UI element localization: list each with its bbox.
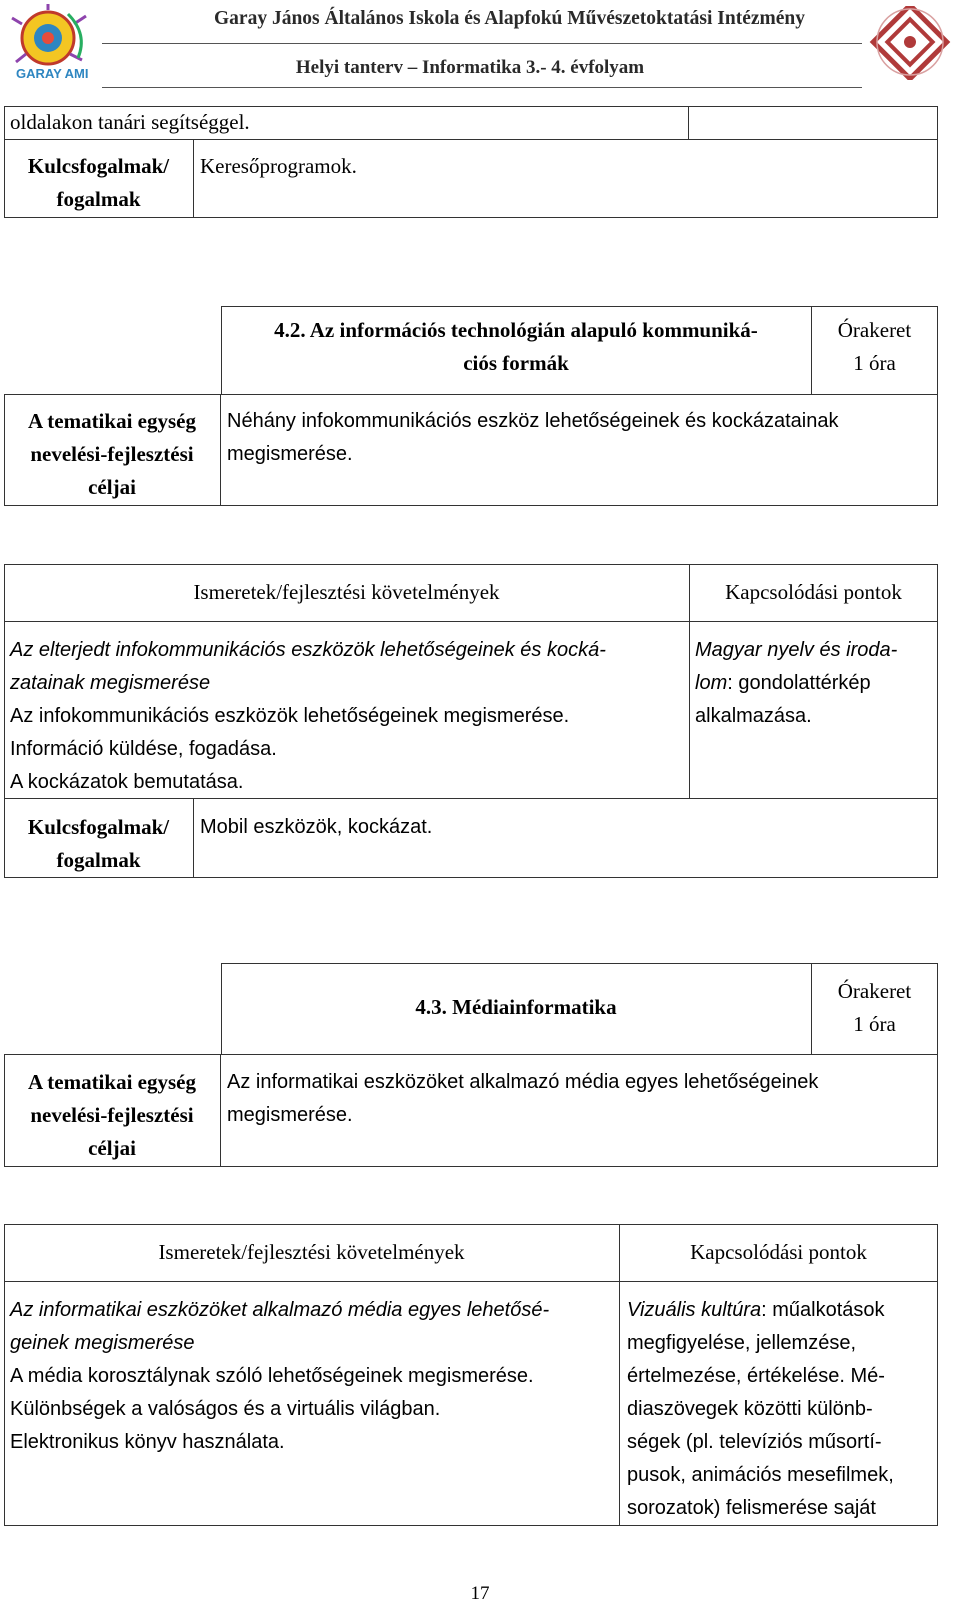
key-concepts-value: Mobil eszközök, kockázat. [200,816,433,838]
key-concepts-label: Kulcsfogalmak/ fogalmak [27,154,170,211]
hours-label: Órakeret [837,979,912,1003]
document-subtitle: Helyi tanterv – Informatika 3.- 4. évfolyam [295,57,645,78]
school-name: Garay János Általános Iskola és Alapfokú Művészetoktatási Intézmény [214,8,805,29]
column-divider [220,1054,221,1167]
section-title: 4.2. Az információs technológián alapuló kommuniká- ciós formák [274,318,758,375]
page-number: 17 [470,1583,490,1604]
hours-block [811,314,938,380]
row-divider [4,621,938,622]
key-concepts-label: Kulcsfogalmak/ fogalmak [27,815,170,872]
hours-label: Órakeret [837,318,912,342]
hours-block [811,975,938,1041]
requirements-text: Az informatikai eszközöket alkalmazó média egyes lehetősé- geinek megismerése A média korosztálynak szóló lehetőségeinek megismerése. Különbségek a valóságos és a virtuális világban. Elektronikus könyv használata. [10,1299,550,1453]
school-logo-icon [8,4,102,82]
connections-text: Magyar nyelv és iroda- lom: gondolattérkép alkalmazása. [695,639,898,727]
hours-value: 1 óra [853,351,896,375]
row-divider [4,1281,938,1282]
goals-text: Néhány infokommunikációs eszköz lehetőségeinek és kockázatainak megismerése. [227,410,839,465]
requirements-text: Az elterjedt infokommunikációs eszközök lehetőségeinek és kocká- zatainak megismerése Az infokommunikációs eszközök lehetőségeinek megismerése. Információ küldése, fogadása. A kockázatok bemutatása. [10,639,606,793]
header-divider [102,87,862,88]
connections-text: Vizuális kultúra: műalkotások megfigyelése, jellemzése, értelmezése, értékelése. Mé- diaszövegek közötti különb- ségek (pl. televíziós műsortí- pusok, animációs mesefilmek, sorozatok) felismerése saját [627,1299,894,1519]
column-divider [619,1224,620,1526]
requirements-header: Ismeretek/fejlesztési követelmények [193,580,500,604]
connections-header: Kapcsolódási pontok [690,1240,867,1264]
section-title: 4.3. Médiainformatika [415,995,617,1019]
goals-label: A tematikai egység nevelési-fejlesztési céljai [28,1070,196,1160]
hours-value: 1 óra [853,1012,896,1036]
column-divider [193,139,194,218]
celtic-knot-logo-icon [868,6,952,80]
continued-text: oldalakon tanári segítséggel. [10,110,250,134]
requirements-header: Ismeretek/fejlesztési követelmények [158,1240,465,1264]
column-divider [220,394,221,506]
logo-text: GARAY AMI [16,66,89,81]
goals-text: Az informatikai eszközöket alkalmazó média egyes lehetőségeinek megismerése. [227,1071,819,1126]
goals-label: A tematikai egység nevelési-fejlesztési céljai [28,409,196,499]
column-divider [688,106,689,140]
column-divider [193,798,194,878]
key-concepts-value: Keresőprogramok. [200,154,357,178]
header-divider [102,43,862,44]
connections-header: Kapcsolódási pontok [725,580,902,604]
